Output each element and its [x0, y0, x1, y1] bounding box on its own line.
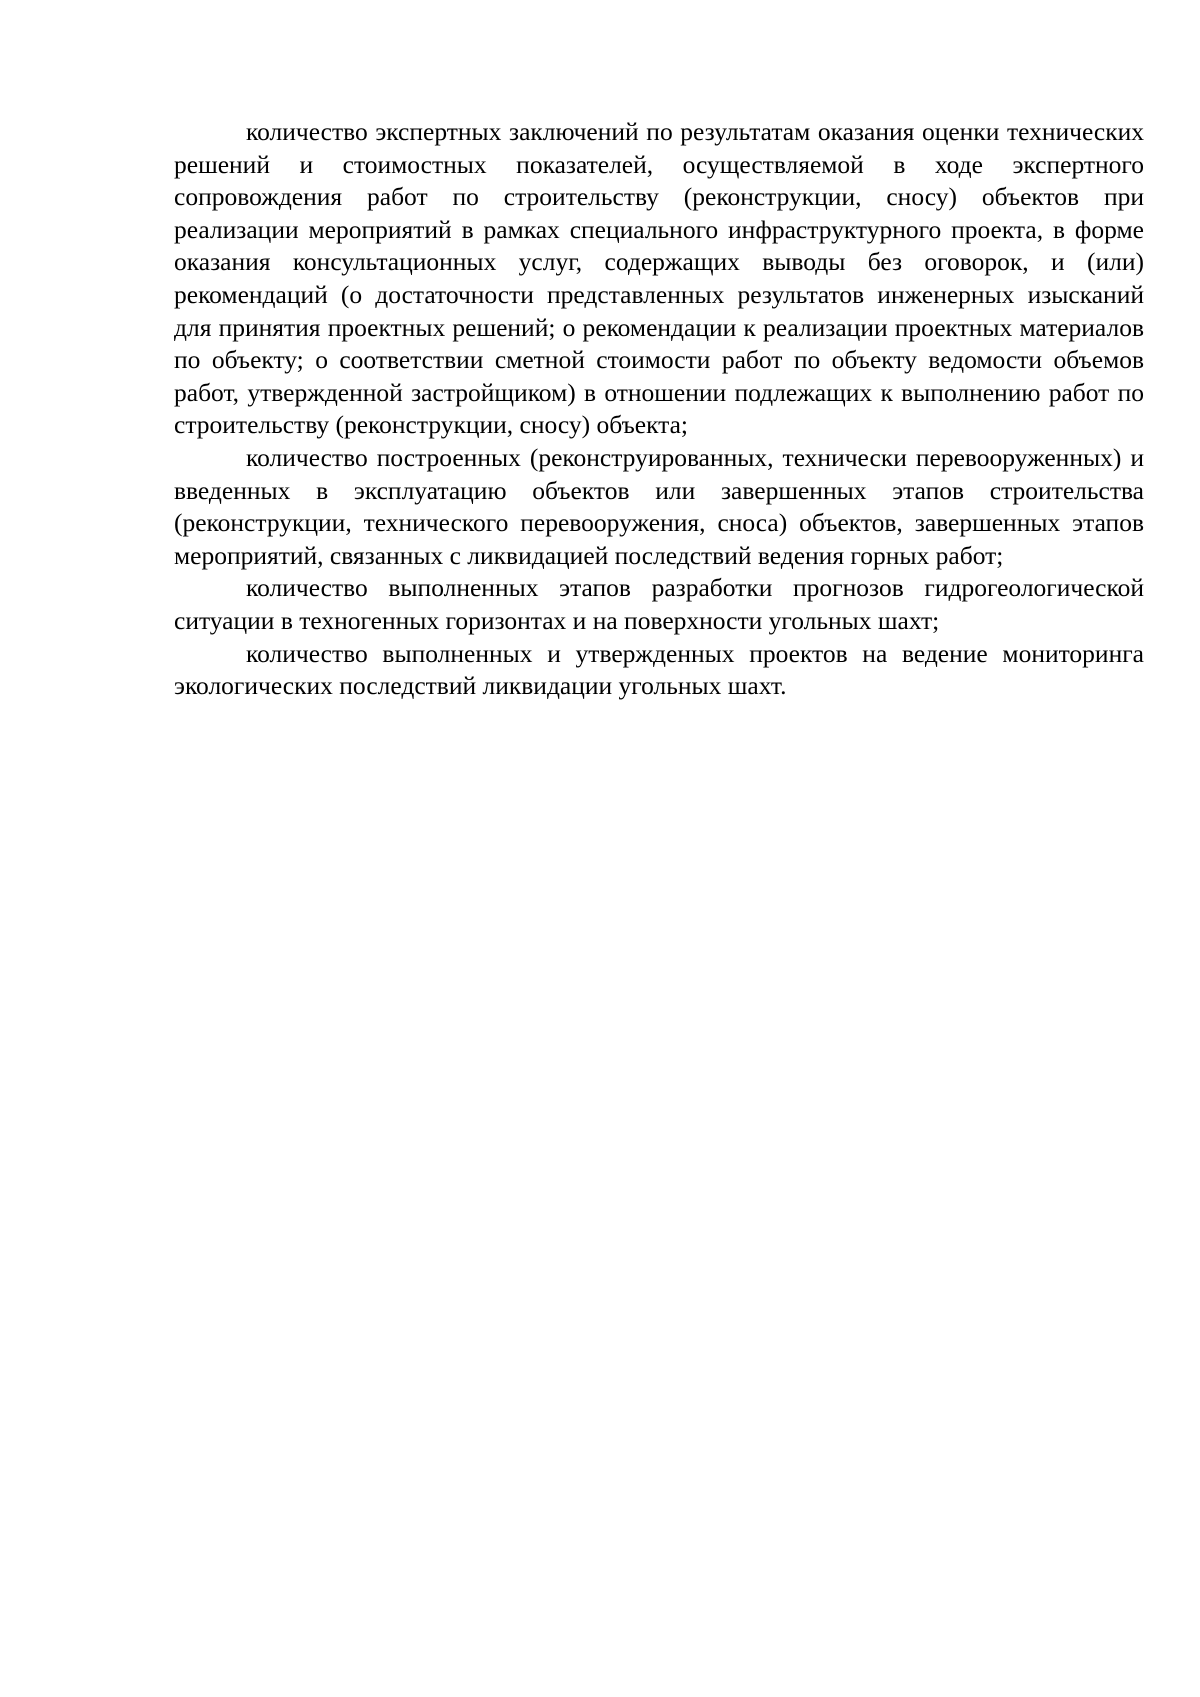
paragraph-hydrogeological-forecasts: количество выполненных этапов разработки прогнозов гидрогеологической ситуации в техногенных горизонтах и на поверхности угольных шахт;	[174, 573, 1144, 635]
document-body	[174, 116, 1144, 703]
paragraph-monitoring-projects: количество выполненных и утвержденных проектов на ведение мониторинга экологических последствий ликвидации угольных шахт.	[174, 638, 1144, 701]
paragraph-constructed-objects: количество построенных (реконструированных, технически перевооруженных) и введенных в эксплуатацию объектов или завершенных этапов строительства (реконструкции, технического перевооружения, сноса) объектов, завершенных этапов мероприятий, связанных с ликвидацией последствий ведения горных работ;	[174, 442, 1144, 570]
paragraph-expert-conclusions: количество экспертных заключений по результатам оказания оценки технических решений и стоимостных показателей, осуществляемой в ходе экспертного сопровождения работ по строительству (реконструкции, сносу) объектов при реализации мероприятий в рамках специального инфраструктурного проекта, в форме оказания консультационных услуг, содержащих выводы без оговорок, и (или) рекомендаций (о достаточности представленных результатов инженерных изысканий для принятия проектных решений; о рекомендации к реализации проектных материалов по объекту; о соответствии сметной стоимости работ по объекту ведомости объемов работ, утвержденной застройщиком) в отношении подлежащих к выполнению работ по строительству (реконструкции, сносу) объекта;	[174, 117, 1144, 440]
